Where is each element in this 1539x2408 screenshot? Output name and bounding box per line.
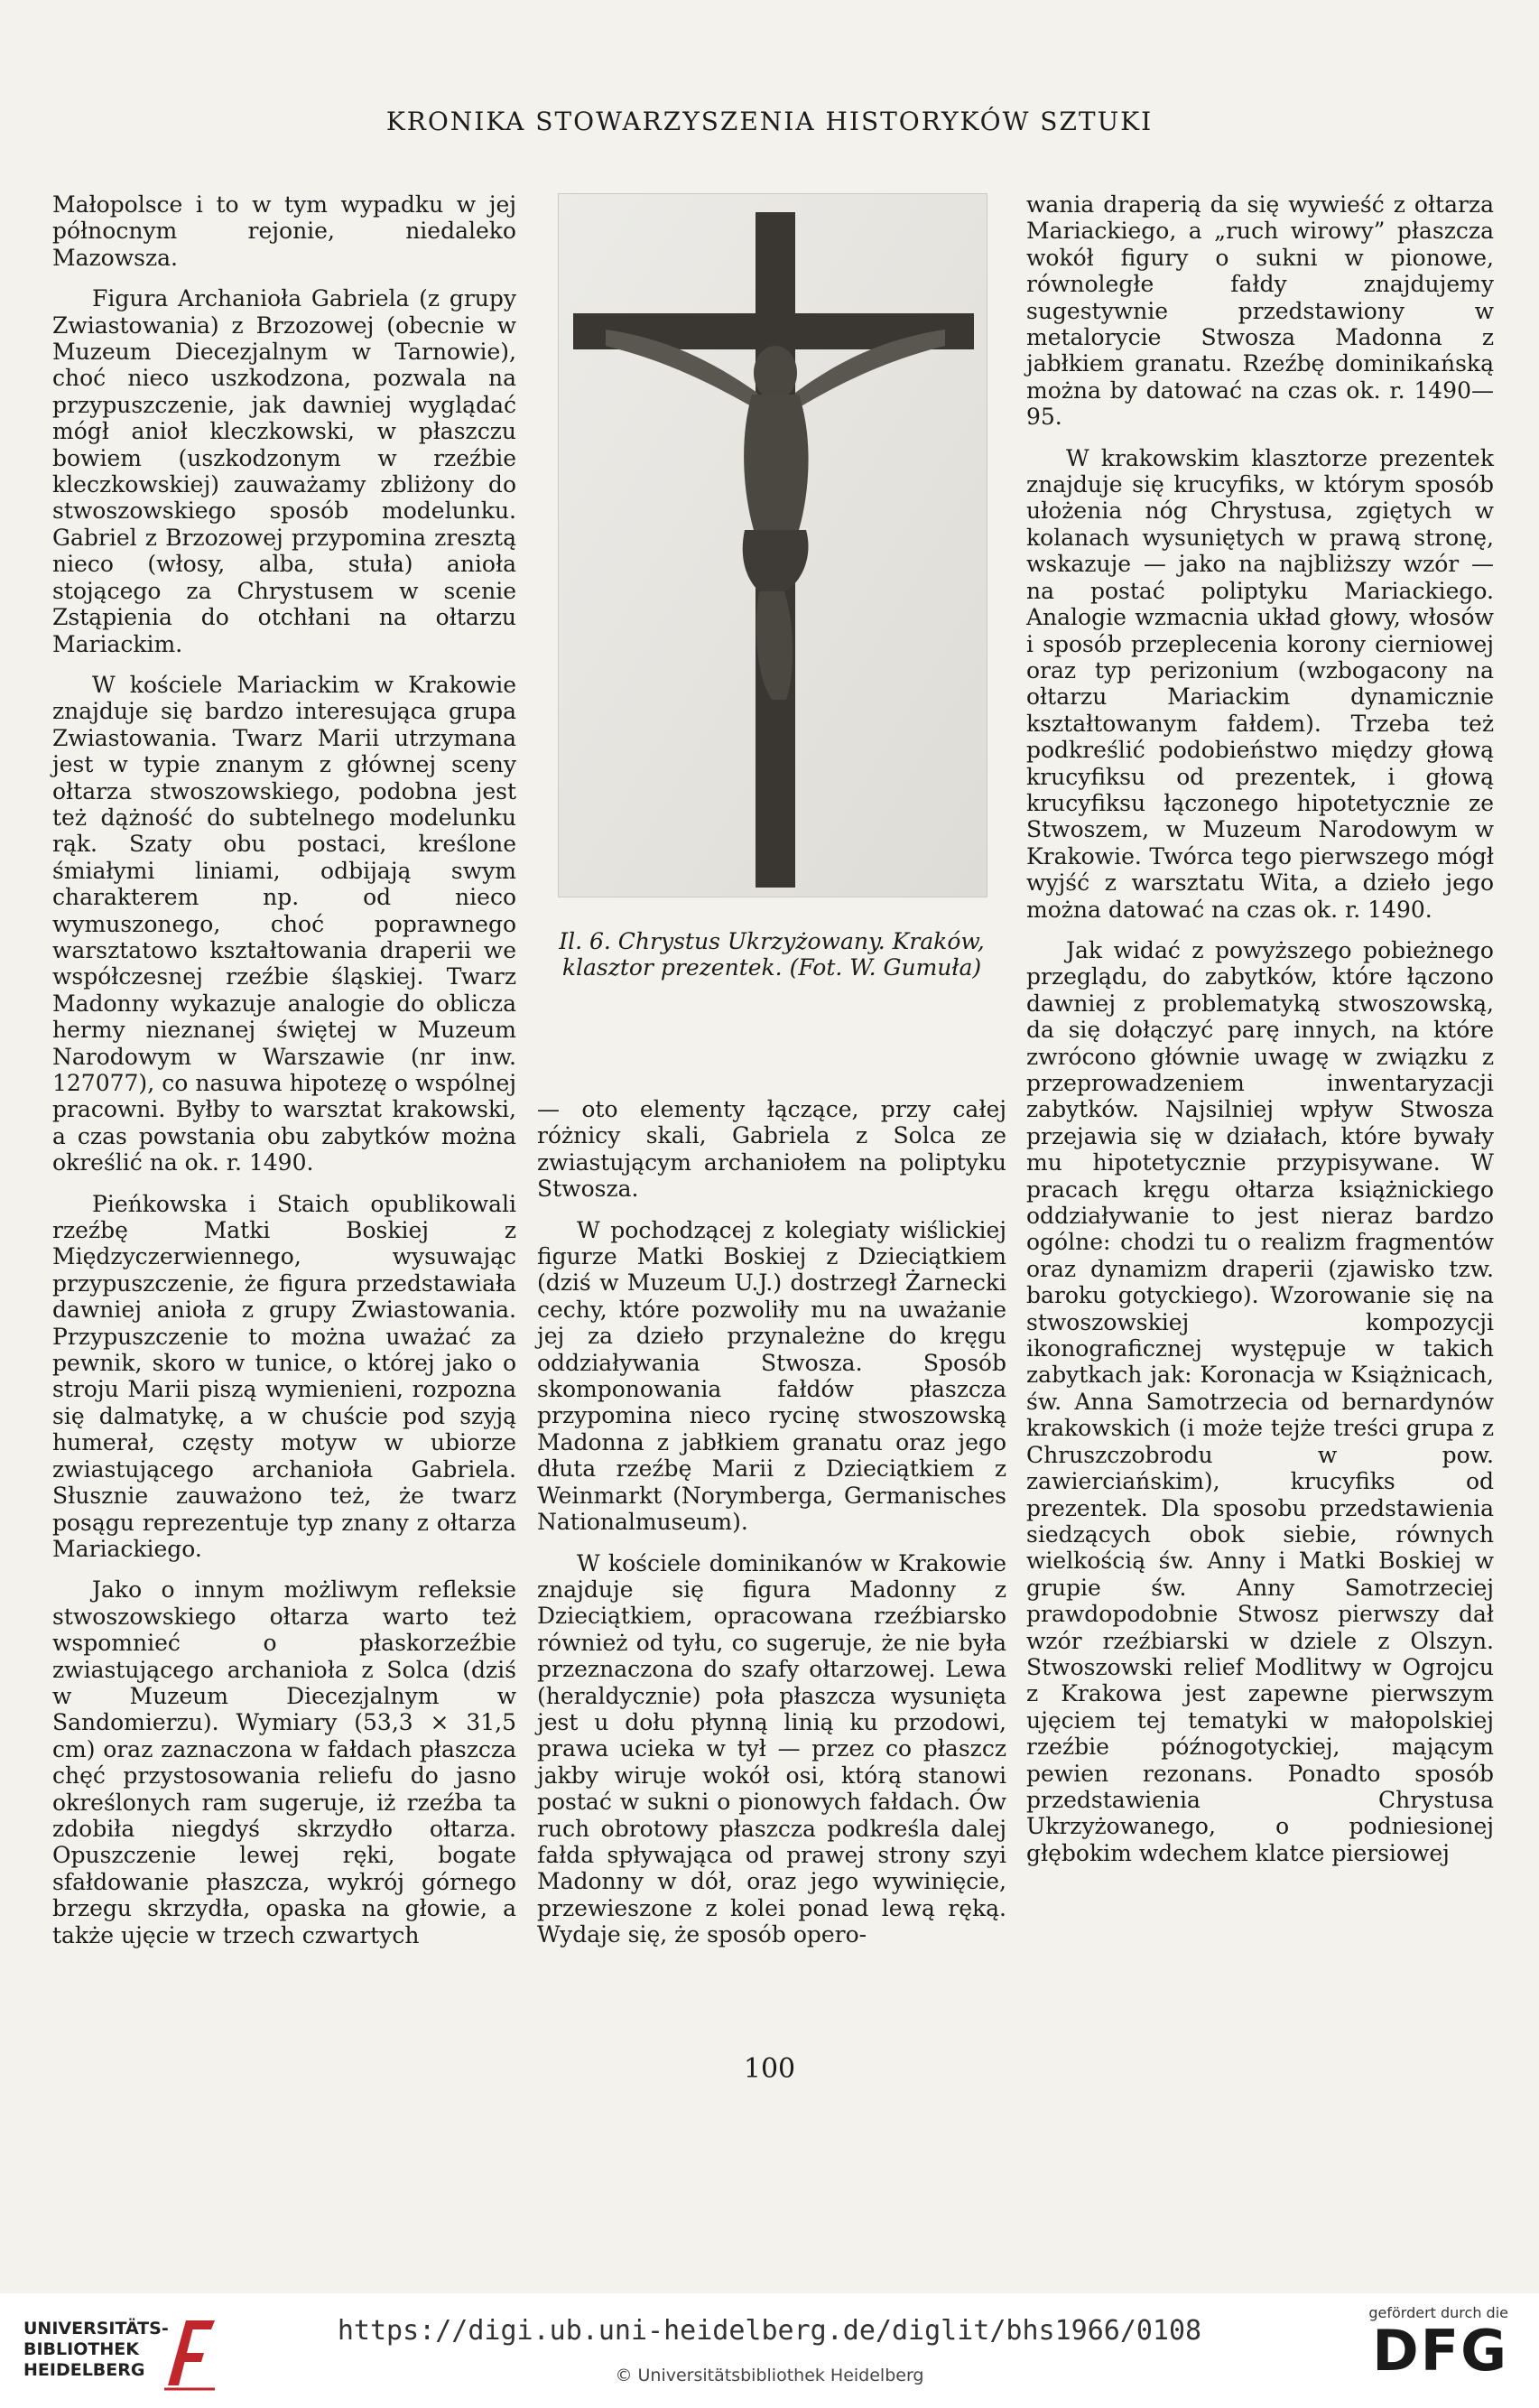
document-url-link[interactable]: https://digi.ub.uni-heidelberg.de/diglit/bhs1966/0108	[337, 2315, 1202, 2347]
institution-line-1: UNIVERSITÄTS-	[23, 2319, 169, 2338]
paragraph: W kościele Mariackim w Krakowie znajduje się bardzo interesująca grupa Zwiastowania. Twarz Marii utrzymana jest w typie znanym z głównej sceny ołtarza stwoszowskiego, podobna jest też dążność do subtelnego modelunku rąk. Szaty obu postaci, kreślone śmiałymi liniami, odbijają swym charakterem np. od nieco wymuszonego, choć poprawnego warsztatowo kształtowania draperii we współczesnej rzeźbie śląskiej. Twarz Madonny wykazuje analogie do oblicza hermy nieznanej świętej w Muzeum Narodowym w Warszawie (nr inw. 127077), co nasuwa hipotezę o wspólnej pracowni. Byłby to warsztat krakowski, a czas powstania obu zabytków można określić na ok. r. 1490.	[52, 671, 516, 1176]
copyright-note: © Universitätsbibliothek Heidelberg	[615, 2366, 924, 2385]
figure-caption: Il. 6. Chrystus Ukrzyżowany. Kraków, klasztor prezentek. (Fot. W. Gumuła)	[559, 928, 985, 981]
running-head: KRONIKA STOWARZYSZENIA HISTORYKÓW SZTUKI	[385, 107, 1154, 136]
paragraph: Pieńkowska i Staich opublikowali rzeźbę Matki Boskiej z Międzyczerwiennego, wysuwając przypuszczenie, że figura przedstawiała dawniej anioła z grupy Zwiastowania. Przypuszczenie to można uważać za pewnik, skoro w tunice, o której jako o stroju Marii piszą wymienieni, rozpozna się dalmatykę, a w chuście pod szyją humerał, częsty motyw w ubiorze zwiastującego archanioła Gabriela. Słusznie zauważono też, że twarz posągu reprezentuje typ znany z ołtarza Mariackiego.	[52, 1190, 516, 1562]
page-number: 100	[743, 2053, 796, 2085]
paragraph: W kościele dominikanów w Krakowie znajduje się figura Madonny z Dzieciątkiem, opracowana rzeźbiarsko również od tyłu, co sugeruje, że nie była przeznaczona do szafy ołtarzowej. Lewa (heraldycznie) poła płaszcza wysunięta jest u dołu płynną linią ku przodowi, prawa ucieka w tył — przez co płaszcz jakby wiruje wokół osi, którą stanowi postać w sukni o pionowych fałdach. Ów ruch obrotowy płaszcza podkreśla dalej fałda spływająca od prawej strony szyi Madonny w dół, oraz jego wywinięcie, przewieszone z kolei ponad lewą ręką. Wydaje się, że sposób opero-	[537, 1549, 1006, 1948]
paragraph: Małopolsce i to w tym wypadku w jej północnym rejonie, niedaleko Mazowsza.	[52, 191, 516, 271]
paragraph: W krakowskim klasztorze prezentek znajduje się krucyfiks, w którym sposób ułożenia nóg Chrystusa, zgiętych w kolanach wysuniętych w prawą stronę, wskazuje — jako na najbliższy wzór — na postać poliptyku Mariackiego. Analogie wzmacnia układ głowy, włosów i sposób przeplecenia korony cierniowej oraz typ perizonium (wzbogacony na ołtarzu Mariackim dynamicznie kształtowanym fałdem). Trzeba też podkreślić podobieństwo między głową krucyfiksu od prezentek, i głową krucyfiksu łączonego hipotetycznie ze Stwoszem, w Muzeum Narodowym w Krakowie. Twórca tego pierwszego mógł wyjść z warsztatu Wita, a dzieło jego można datować na czas ok. r. 1490.	[1026, 444, 1494, 923]
crucifix-illustration	[559, 194, 987, 897]
paragraph: — oto elementy łączące, przy całej różnicy skali, Gabriela z Solca ze zwiastującym archaniołem na poliptyku Stwosza.	[537, 1096, 1006, 1203]
left-column	[52, 191, 516, 1948]
crucifix-photo	[558, 193, 987, 897]
funder-note: gefördert durch die	[1368, 2304, 1508, 2321]
funder-logo-text: DFG	[1372, 2318, 1508, 2384]
viewer-footer	[0, 2293, 1539, 2408]
institution-line-2: BIBLIOTHEK	[23, 2339, 139, 2359]
paragraph: Jak widać z powyższego pobieżnego przeglądu, do zabytków, które łączono dawniej z problematyką stwoszowską, da się dołączyć parę innych, na które zwrócono głównie uwagę w związku z przeprowadzeniem inwentaryzacji zabytków. Najsilniej wpływ Stwosza przejawia się w działach, które bywały mu hipotetycznie przypisywane. W pracach kręgu ołtarza książnickiego oddziaływanie to jest nieraz bardzo ogólne: chodzi tu o realizm fragmentów oraz dynamizm draperii (zjawisko tzw. baroku gotyckiego). Wzorowanie się na stwoszowskiej kompozycji ikonograficznej występuje w takich zabytkach jak: Koronacja w Książnicach, św. Anna Samotrzecia od bernardynów krakowskich (i może tejże treści grupa z Chruszczobrodu w pow. zawierciańskim), krucyfiks od prezentek. Dla sposobu przedstawienia siedzących obok siebie, równych wielkością św. Anny i Matki Boskiej w grupie św. Anny Samotrzeciej prawdopodobnie Stwosz pierwszy dał wzór rzeźbiarski w dziele z Olszyn. Stwoszowski relief Modlitwy w Ogrojcu z Krakowa jest zapewne pierwszym ujęciem tej tematyki w małopolskiej rzeźbie późnogotyckiej, mającym pewien rezonans. Ponadto sposób przedstawienia Chrystusa Ukrzyżowanego, o podniesionej głębokim wdechem klatce piersiowej	[1026, 936, 1494, 1866]
dfg-logo[interactable]	[1346, 2304, 1508, 2394]
paragraph: Jako o innym możliwym refleksie stwoszowskiego ołtarza warto też wspomnieć o płaskorzeźbie zwiastującego archanioła z Solca (dziś w Muzeum Diecezjalnym w Sandomierzu). Wymiary (53,3 × 31,5 cm) oraz zaznaczona w fałdach płaszcza chęć przystosowania reliefu do jasno określonych ram sugeruje, iż rzeźba ta zdobiła niegdyś skrzydło ołtarza. Opuszczenie lewej ręki, bogate sfałdowanie płaszcza, wykrój górnego brzegu skrzydła, opaska na głowie, a także ujęcie w trzech czwartych	[52, 1576, 516, 1948]
right-column	[1026, 191, 1494, 1866]
paragraph: W pochodzącej z kolegiaty wiślickiej figurze Matki Boskiej z Dzieciątkiem (dziś w Muzeum U.J.) dostrzegł Żarnecki cechy, które pozwoliły mu na uważanie jej za dzieło przynależne do kręgu oddziaływania Stwosza. Sposób skomponowania fałdów płaszcza przypomina nieco rycinę stwoszowską Madonna z jabłkiem granatu oraz jego dłuta rzeźbę Marii z Dzieciątkiem z Weinmarkt (Norymberga, Germanisches Nationalmuseum).	[537, 1216, 1006, 1536]
paragraph: wania draperią da się wywieść z ołtarza Mariackiego, a „ruch wirowy” płaszcza wokół figury o sukni w pionowe, równoległe fałdy znajdujemy sugestywnie przedstawiony w metalorycie Stwosza Madonna z jabłkiem granatu. Rzeźbę dominikańską można by datować na czas ok. r. 1490—95.	[1026, 191, 1494, 431]
paragraph: Figura Archanioła Gabriela (z grupy Zwiastowania) z Brzozowej (obecnie w Muzeum Diecezjalnym w Tarnowie), choć nieco uszkodzona, pozwala na przypuszczenie, jak dawniej wyglądać mógł anioł kleczkowski, w płaszczu bowiem (uszkodzonym w rzeźbie kleczkowskiej) zauważamy zbliżony do stwoszowskiego sposób modelunku. Gabriel z Brzozowej przypomina zresztą nieco (włosy, alba, stuła) anioła stojącego za Chrystusem w scenie Zstąpienia do otchłani na ołtarzu Mariackim.	[52, 285, 516, 657]
institution-line-3: HEIDELBERG	[23, 2360, 145, 2380]
middle-column	[537, 1096, 1006, 1948]
